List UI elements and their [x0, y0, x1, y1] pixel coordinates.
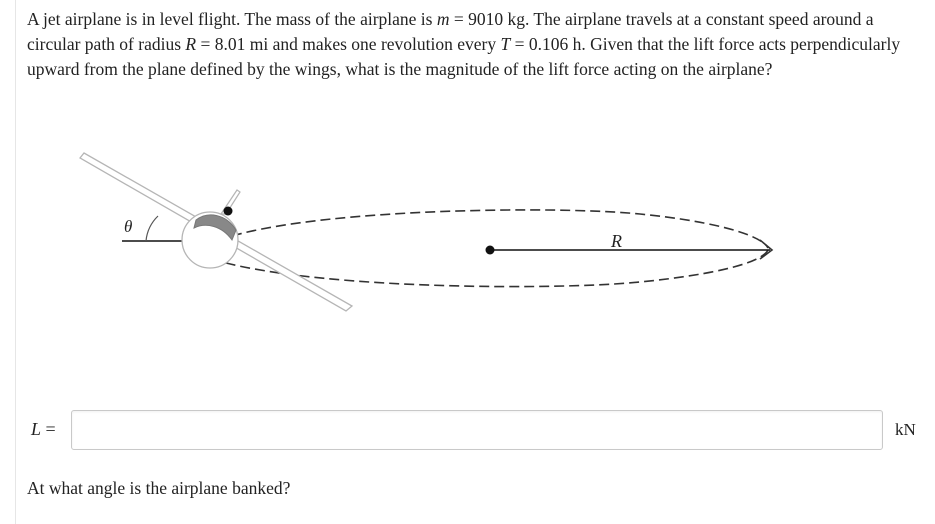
problem-text-3: = 8.01 mi and makes one revolution every [196, 34, 501, 54]
bank-angle-question: At what angle is the airplane banked? [27, 478, 291, 498]
mass-variable: m [436, 9, 450, 29]
lift-force-input[interactable] [71, 410, 883, 450]
center-point [486, 246, 495, 255]
problem-text-2: = 9010 kg. The airplane travels at a constant speed around a circular path of radius [27, 9, 874, 54]
theta-label: θ [124, 217, 133, 236]
radius-variable: R [185, 34, 197, 54]
lift-variable: L [31, 419, 42, 439]
radius-label: R [611, 231, 622, 251]
airplane-icon [80, 153, 352, 311]
orbit-path-back [232, 210, 768, 248]
answer-unit: kN [895, 420, 916, 439]
problem-text-4: = 0.106 h. Given that the lift force acts perpendicularly upward from the plane defined by the wings, what is the magnitude of the lift force acting on the airplane? [27, 34, 901, 79]
equals-sign: = [41, 419, 56, 439]
problem-text-1: A jet airplane is in level flight. The mass of the airplane is [27, 9, 437, 29]
antenna-dot [224, 207, 233, 216]
answer-row-lift-force [0, 408, 935, 454]
period-variable: T [500, 34, 511, 54]
answer-label [31, 419, 56, 440]
theta-arc [146, 216, 158, 241]
